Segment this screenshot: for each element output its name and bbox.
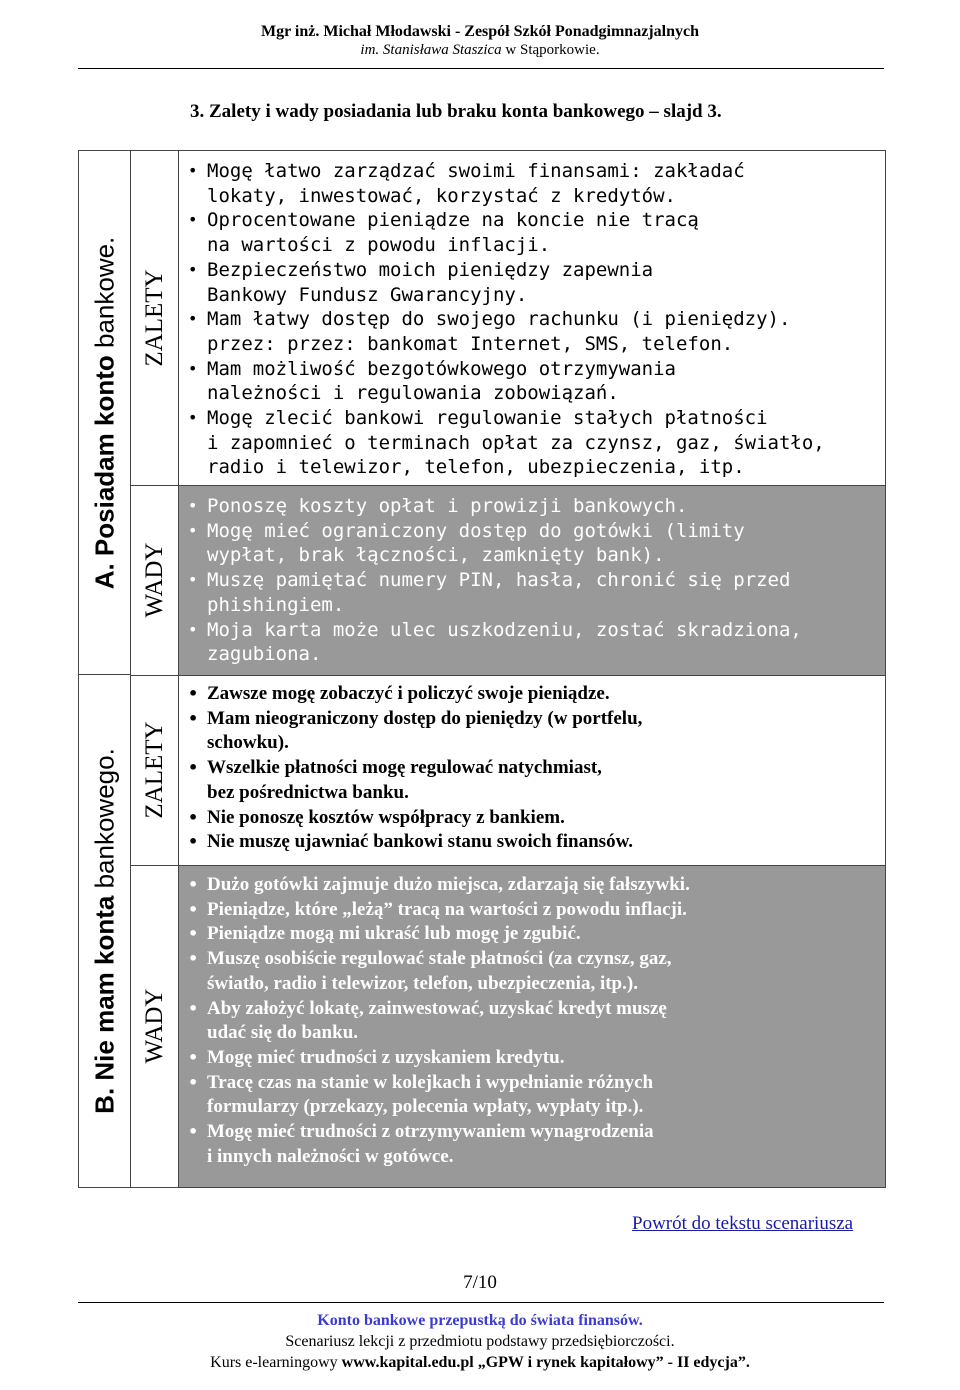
bullet-line: przez: przez: bankomat Internet, SMS, telefon. xyxy=(207,332,734,355)
b-wady-item xyxy=(188,922,885,947)
bullet-line: Nie ponoszę kosztów współpracy z bankiem. xyxy=(207,806,565,828)
b-zalety-cell xyxy=(179,682,885,862)
b-wady-item xyxy=(188,898,885,923)
footer-subtitle: Scenariusz lekcji z przedmiotu podstawy przedsiębiorczości. xyxy=(285,1333,675,1350)
bullet-line: Mogę łatwo zarządzać swoimi finansami: zakładać xyxy=(207,160,745,182)
bullet-icon: • xyxy=(188,1072,199,1092)
footer-course-prefix: Kurs e-learningowy xyxy=(210,1354,342,1371)
bullet-line: Tracę czas na stanie w kolejkach i wypełnianie różnych xyxy=(207,1071,654,1093)
bullet-icon: • xyxy=(188,998,199,1018)
bullet-icon: • xyxy=(188,708,199,728)
b-zalety-item xyxy=(188,806,885,831)
bullet-line: Mogę mieć ograniczony dostęp do gotówki (limity xyxy=(207,519,745,542)
a-zalety-item xyxy=(188,307,885,356)
bullet-line: Ponoszę koszty opłat i prowizji bankowych. xyxy=(207,495,688,517)
b-wady-item xyxy=(188,947,885,996)
a-wady-item xyxy=(188,618,885,667)
bullet-line: Muszę pamiętać numery PIN, hasła, chronić się przed xyxy=(207,569,791,592)
bullet-icon: • xyxy=(188,924,199,944)
bullet-line: radio i telewizor, telefon, ubezpieczenia, itp. xyxy=(207,456,745,479)
bullet-line: Mam możliwość bezgotówkowego otrzymywania xyxy=(207,357,676,380)
bullet-line: Bankowy Fundusz Gwarancyjny. xyxy=(207,283,528,306)
bullet-line: phishingiem. xyxy=(207,593,345,616)
a-zalety-list xyxy=(188,159,885,480)
header-school-italic: im. Stanisława Staszica xyxy=(360,42,502,58)
b-zalety-label: ZALETY xyxy=(140,721,168,819)
bullet-line: schowku). xyxy=(207,732,289,754)
page-header xyxy=(0,22,960,60)
a-zalety-item xyxy=(188,258,885,307)
bullet-icon: • xyxy=(188,309,198,329)
a-wady-label-cell xyxy=(131,485,179,675)
bullet-icon: • xyxy=(188,758,199,778)
a-zalety-item xyxy=(188,406,885,480)
a-zalety-cell xyxy=(179,159,885,481)
bullet-icon: • xyxy=(188,210,198,230)
a-zalety-item xyxy=(188,159,885,208)
pros-cons-table xyxy=(78,150,886,1188)
bullet-line: Bezpieczeństwo moich pieniędzy zapewnia xyxy=(207,258,654,281)
section-a-label-rest: bankowe. xyxy=(89,236,119,355)
bullet-line: Pieniądze, które „leżą” tracą na wartości z powodu inflacji. xyxy=(207,898,687,920)
bullet-line: światło, radio i telewizor, telefon, ubezpieczenia, itp.). xyxy=(207,972,638,994)
return-to-scenario-link[interactable]: Powrót do tekstu scenariusza xyxy=(632,1213,854,1234)
bullet-icon: • xyxy=(188,899,199,919)
header-author: Mgr inż. Michał Młodawski - Zespół Szkół Ponadgimnazjalnych xyxy=(261,23,699,40)
section-a-label xyxy=(89,236,120,589)
b-zalety-item xyxy=(188,682,885,707)
bullet-line: Nie muszę ujawniać bankowi stanu swoich finansów. xyxy=(207,831,633,853)
section-a-column xyxy=(79,151,131,675)
a-wady-cell xyxy=(179,486,885,675)
bullet-line: Zawsze mogę zobaczyć i policzyć swoje pieniądze. xyxy=(207,683,610,704)
row-divider xyxy=(131,675,885,676)
a-wady-list xyxy=(188,494,885,667)
bullet-line: Mam łatwy dostęp do swojego rachunku (i pieniędzy). xyxy=(207,308,791,331)
a-wady-label: WADY xyxy=(140,542,168,618)
section-b-label xyxy=(89,748,120,1114)
bullet-line: wypłat, brak łączności, zamknięty bank). xyxy=(207,544,665,567)
bullet-line: Dużo gotówki zajmuje dużo miejsca, zdarzają się fałszywki. xyxy=(207,874,690,895)
bullet-icon: • xyxy=(188,832,199,852)
bullet-line: na wartości z powodu inflacji. xyxy=(207,234,551,257)
section-b-column xyxy=(79,675,131,1187)
footer-title: Konto bankowe przepustką do świata finansów. xyxy=(317,1312,643,1329)
bullet-icon: • xyxy=(188,807,199,827)
b-zalety-item xyxy=(188,707,885,756)
bullet-line: i innych należności w gotówce. xyxy=(207,1145,454,1167)
bullet-line: Aby założyć lokatę, zainwestować, uzyskać kredyt muszę xyxy=(207,997,667,1019)
header-school-rest: w Stąporkowie. xyxy=(501,42,600,58)
b-wady-list xyxy=(188,873,885,1169)
bullet-line: Moja karta może ulec uszkodzeniu, zostać skradziona, xyxy=(207,618,802,641)
bullet-line: Mogę mieć trudności z uzyskaniem kredytu. xyxy=(207,1046,565,1068)
bullet-icon: • xyxy=(188,408,198,428)
a-wady-item xyxy=(188,494,885,519)
footer-course-bold: www.kapital.edu.pl „GPW i rynek kapitałowy” - II edycja”. xyxy=(341,1354,750,1371)
bullet-line: Oprocentowane pieniądze na koncie nie tracą xyxy=(207,209,699,232)
b-zalety-label-cell xyxy=(131,675,179,865)
bullet-line: Muszę osobiście regulować stałe płatności (za czynsz, gaz, xyxy=(207,948,672,970)
bullet-icon: • xyxy=(188,684,199,703)
b-wady-label: WADY xyxy=(140,988,168,1064)
b-zalety-list xyxy=(188,682,885,855)
b-wady-label-cell xyxy=(131,865,179,1187)
b-wady-item xyxy=(188,1046,885,1071)
bullet-line: udać się do banku. xyxy=(207,1022,359,1044)
bullet-icon: • xyxy=(188,520,198,540)
b-wady-item xyxy=(188,1071,885,1120)
footer-course xyxy=(0,1352,960,1373)
bullet-icon: • xyxy=(188,949,199,969)
bullet-icon: • xyxy=(188,161,198,180)
bullet-icon: • xyxy=(188,496,198,515)
bullet-icon: • xyxy=(188,619,198,639)
bullet-icon: • xyxy=(188,570,198,590)
a-zalety-item xyxy=(188,357,885,406)
bullet-line: i zapomnieć o terminach opłat za czynsz, gaz, światło, xyxy=(207,431,825,454)
bullet-line: formularzy (przekazy, polecenia wpłaty, wypłaty itp.). xyxy=(207,1096,644,1118)
bullet-line: bez pośrednictwa banku. xyxy=(207,781,409,803)
slide-title: 3. Zalety i wady posiadania lub braku konta bankowego – slajd 3. xyxy=(190,101,722,122)
bullet-line: zagubiona. xyxy=(207,643,322,666)
bullet-line: należności i regulowania zobowiązań. xyxy=(207,382,619,405)
bullet-line: lokaty, inwestować, korzystać z kredytów. xyxy=(207,184,676,207)
bullet-line: Pieniądze mogą mi ukraść lub mogę je zgubić. xyxy=(207,923,581,945)
bullet-icon: • xyxy=(188,1122,199,1142)
section-b-label-bold: B. Nie mam konta xyxy=(89,895,119,1114)
header-divider xyxy=(78,68,884,69)
bullet-line: Wszelkie płatności mogę regulować natychmiast, xyxy=(207,757,602,779)
a-zalety-label: ZALETY xyxy=(140,269,168,367)
b-wady-item xyxy=(188,997,885,1046)
a-wady-item xyxy=(188,519,885,568)
bullet-icon: • xyxy=(188,1047,199,1067)
b-wady-item xyxy=(188,1120,885,1169)
bullet-icon: • xyxy=(188,259,198,279)
b-wady-cell xyxy=(179,866,885,1187)
page-number: 7/10 xyxy=(463,1272,497,1293)
section-b-label-rest: bankowego. xyxy=(89,748,119,896)
bullet-line: Mogę mieć trudności z otrzymywaniem wynagrodzenia xyxy=(207,1121,654,1143)
section-a-label-bold: A. Posiadam konto xyxy=(89,354,119,589)
a-zalety-label-cell xyxy=(131,151,179,485)
b-zalety-item xyxy=(188,830,885,855)
bullet-icon: • xyxy=(188,875,199,894)
footer-divider xyxy=(78,1302,884,1303)
page-footer xyxy=(0,1310,960,1373)
a-zalety-item xyxy=(188,208,885,257)
b-zalety-item xyxy=(188,756,885,805)
bullet-icon: • xyxy=(188,358,198,378)
bullet-line: Mogę zlecić bankowi regulowanie stałych płatności xyxy=(207,407,768,430)
b-wady-item xyxy=(188,873,885,898)
header-school xyxy=(0,41,960,60)
bullet-line: Mam nieograniczony dostęp do pieniędzy (w portfelu, xyxy=(207,707,643,729)
a-wady-item xyxy=(188,568,885,617)
